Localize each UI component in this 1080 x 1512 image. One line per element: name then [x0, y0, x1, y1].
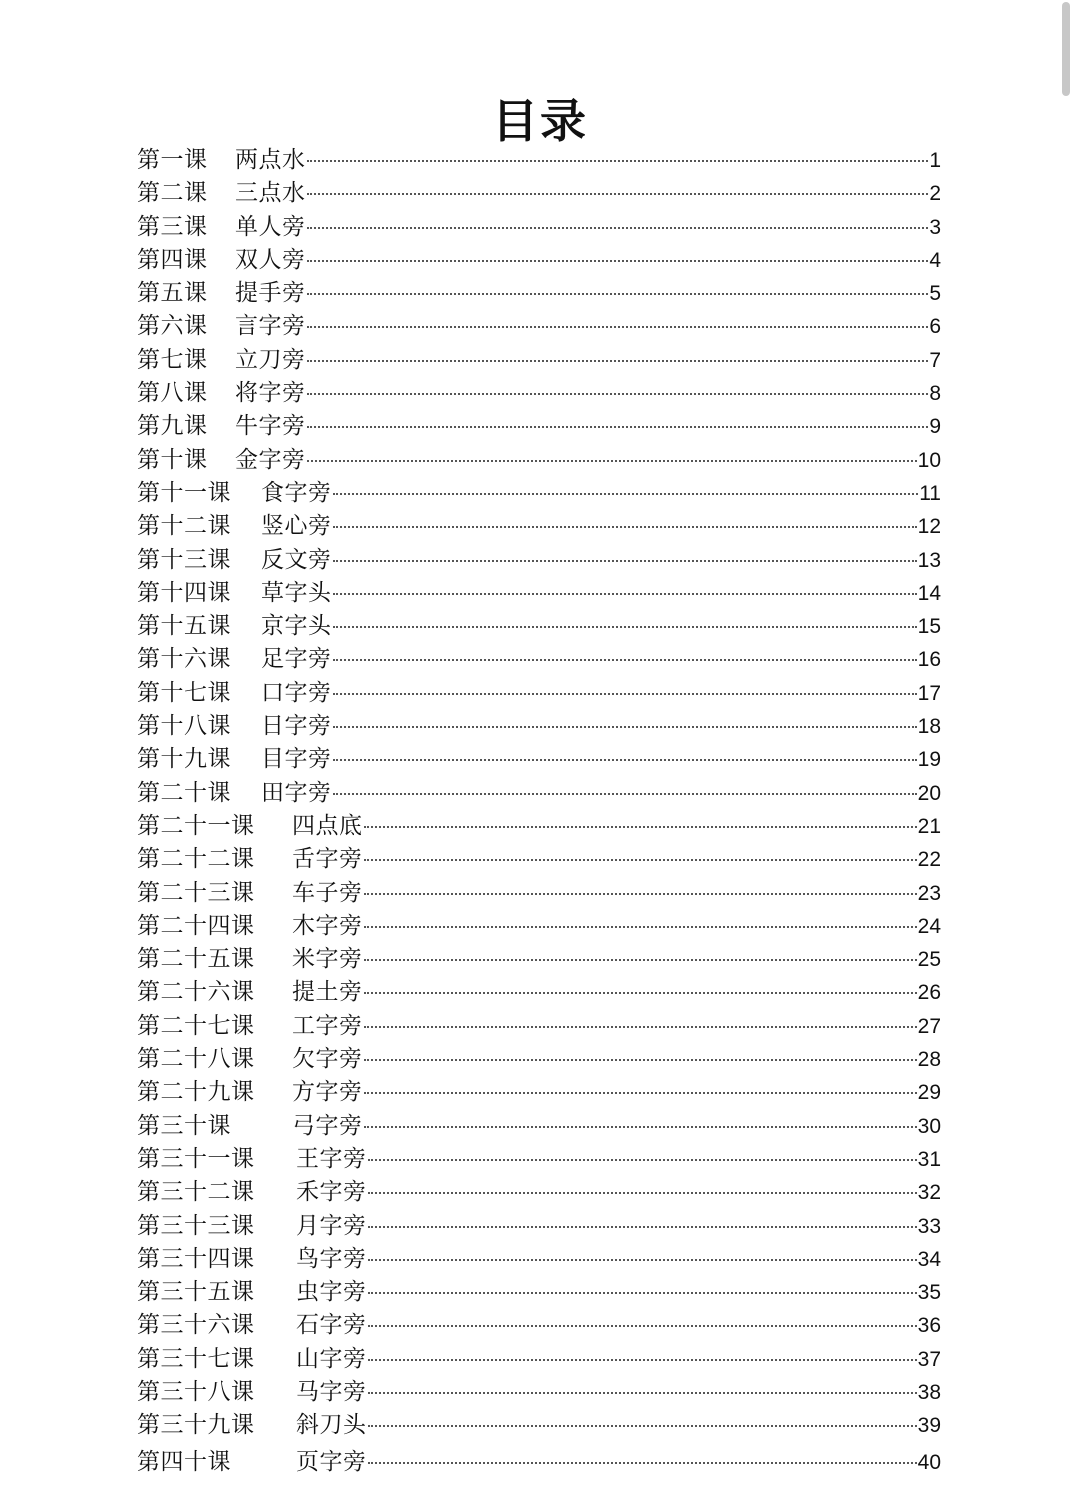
toc-entry[interactable]: [137, 211, 941, 244]
page-number: 35: [917, 1281, 941, 1305]
dot-leader: [364, 1057, 917, 1061]
toc-entry[interactable]: [137, 1343, 941, 1376]
toc-entry[interactable]: [137, 843, 941, 876]
page-number: 1: [929, 149, 941, 172]
toc-entry[interactable]: [137, 1176, 941, 1209]
dot-leader: [307, 458, 917, 462]
page-number: 37: [917, 1347, 941, 1371]
page-number: 19: [917, 748, 941, 772]
lesson-title: 目字旁: [261, 746, 332, 773]
lesson-number: 第十二课: [137, 513, 231, 540]
lesson-number: 第七课: [137, 346, 208, 373]
lesson-number: 第三十七课: [137, 1345, 255, 1372]
page-number: 6: [929, 315, 941, 339]
lesson-title: 京字头: [261, 613, 332, 640]
lesson-title: 王字旁: [296, 1145, 367, 1172]
lesson-number: 第三十一课: [137, 1145, 255, 1172]
dot-leader: [333, 757, 917, 761]
lesson-number: 第三课: [137, 213, 208, 240]
dot-leader: [333, 491, 919, 495]
lesson-number: 第二十六课: [137, 979, 255, 1006]
lesson-title: 言字旁: [235, 313, 306, 340]
toc-entry[interactable]: [137, 1110, 941, 1143]
toc-entry[interactable]: [137, 710, 941, 743]
lesson-title: 石字旁: [296, 1312, 367, 1339]
lesson-title: 日字旁: [261, 713, 332, 740]
page-number: 21: [917, 814, 941, 838]
dot-leader: [364, 1024, 917, 1028]
lesson-number: 第十五课: [137, 613, 231, 640]
dot-leader: [333, 558, 917, 562]
page-number: 22: [917, 848, 941, 872]
dot-leader: [333, 657, 917, 661]
lesson-number: 第二十五课: [137, 946, 255, 973]
toc-entry[interactable]: [137, 743, 941, 776]
lesson-number: 第三十三课: [137, 1212, 255, 1239]
dot-leader: [364, 957, 917, 961]
lesson-number: 第二十课: [137, 779, 231, 806]
lesson-number: 第四课: [137, 246, 208, 273]
lesson-title: 田字旁: [261, 779, 332, 806]
lesson-number: 第三十八课: [137, 1378, 255, 1405]
toc-entry[interactable]: [137, 510, 941, 543]
lesson-title: 四点底: [292, 812, 363, 839]
toc-entry[interactable]: [137, 410, 941, 443]
toc-entry[interactable]: [137, 1243, 941, 1276]
toc-entry[interactable]: [137, 1309, 941, 1342]
lesson-number: 第十八课: [137, 713, 231, 740]
dot-leader: [333, 624, 917, 628]
dot-leader: [333, 791, 917, 795]
page-number: 27: [917, 1014, 941, 1038]
dot-leader: [333, 591, 917, 595]
dot-leader: [307, 158, 929, 162]
lesson-title: 提手旁: [235, 280, 306, 307]
lesson-number: 第二课: [137, 180, 208, 207]
lesson-number: 第五课: [137, 280, 208, 307]
lesson-title: 牛字旁: [235, 413, 306, 440]
page-number: 33: [917, 1214, 941, 1238]
dot-leader: [368, 1323, 917, 1327]
lesson-title: 口字旁: [261, 679, 332, 706]
toc-entry[interactable]: [137, 544, 941, 577]
lesson-title: 方字旁: [292, 1079, 363, 1106]
scrollbar-thumb[interactable]: [1062, 2, 1070, 96]
lesson-number: 第十课: [137, 446, 208, 473]
lesson-title: 弓字旁: [292, 1112, 363, 1139]
page-number: 17: [917, 681, 941, 705]
page-number: 23: [917, 881, 941, 905]
dot-leader: [307, 391, 929, 395]
dot-leader: [333, 524, 917, 528]
page-number: 29: [917, 1081, 941, 1105]
dot-leader: [307, 258, 929, 262]
lesson-number: 第九课: [137, 413, 208, 440]
dot-leader: [307, 324, 929, 328]
lesson-title: 三点水: [235, 180, 306, 207]
lesson-number: 第三十九课: [137, 1412, 255, 1439]
page-number: 14: [917, 581, 941, 605]
page-title: 目录: [492, 93, 588, 148]
lesson-number: 第四十课: [137, 1448, 231, 1475]
toc-entry[interactable]: [137, 976, 941, 1009]
toc-entry[interactable]: [137, 244, 941, 277]
dot-leader: [307, 291, 929, 295]
lesson-number: 第十四课: [137, 579, 231, 606]
page-number: 30: [917, 1114, 941, 1138]
dot-leader: [368, 1157, 917, 1161]
lesson-title: 提土旁: [292, 979, 363, 1006]
page-number: 24: [917, 914, 941, 938]
lesson-number: 第三十课: [137, 1112, 231, 1139]
toc-entry[interactable]: [137, 344, 941, 377]
lesson-number: 第二十一课: [137, 812, 255, 839]
page-number: 18: [917, 715, 941, 739]
dot-leader: [307, 225, 929, 229]
table-of-contents: [137, 144, 941, 1479]
toc-entry[interactable]: [137, 277, 941, 310]
lesson-number: 第十六课: [137, 646, 231, 673]
page-number: 12: [917, 515, 941, 539]
page-number: 32: [917, 1181, 941, 1205]
dot-leader: [368, 1357, 917, 1361]
toc-entry[interactable]: [137, 310, 941, 343]
toc-entry[interactable]: [137, 477, 941, 510]
toc-entry[interactable]: [137, 1376, 941, 1409]
lesson-title: 单人旁: [235, 213, 306, 240]
lesson-title: 米字旁: [292, 946, 363, 973]
dot-leader: [364, 857, 917, 861]
toc-entry[interactable]: [137, 810, 941, 843]
lesson-number: 第十一课: [137, 479, 231, 506]
page-number: 7: [929, 348, 941, 372]
page-number: 25: [917, 948, 941, 972]
toc-entry[interactable]: [137, 643, 941, 676]
lesson-title: 双人旁: [235, 246, 306, 273]
lesson-number: 第二十三课: [137, 879, 255, 906]
lesson-title: 反文旁: [261, 546, 332, 573]
dot-leader: [307, 191, 929, 195]
toc-entry[interactable]: [137, 1076, 941, 1109]
lesson-number: 第二十二课: [137, 846, 255, 873]
page-number: 9: [929, 415, 941, 439]
lesson-title: 立刀旁: [235, 346, 306, 373]
toc-entry[interactable]: [137, 577, 941, 610]
toc-entry[interactable]: [137, 677, 941, 710]
dot-leader: [364, 824, 917, 828]
toc-entry[interactable]: [137, 877, 941, 910]
dot-leader: [364, 990, 917, 994]
toc-entry[interactable]: [137, 1446, 941, 1479]
page-number: 16: [917, 648, 941, 672]
toc-entry[interactable]: [137, 444, 941, 477]
lesson-number: 第十七课: [137, 679, 231, 706]
dot-leader: [307, 358, 929, 362]
dot-leader: [333, 724, 917, 728]
lesson-number: 第三十六课: [137, 1312, 255, 1339]
toc-entry[interactable]: [137, 1210, 941, 1243]
page-number: 11: [919, 481, 941, 505]
lesson-title: 山字旁: [296, 1345, 367, 1372]
dot-leader: [364, 1090, 917, 1094]
lesson-title: 竖心旁: [261, 513, 332, 540]
toc-entry[interactable]: [137, 1010, 941, 1043]
toc-entry[interactable]: [137, 144, 941, 177]
page-number: 38: [917, 1380, 941, 1404]
lesson-title: 工字旁: [292, 1012, 363, 1039]
dot-leader: [368, 1423, 917, 1427]
lesson-number: 第二十四课: [137, 912, 255, 939]
lesson-number: 第一课: [137, 147, 208, 173]
page-number: 34: [917, 1247, 941, 1271]
lesson-title: 木字旁: [292, 912, 363, 939]
dot-leader: [368, 1390, 917, 1394]
page-number: 10: [917, 448, 941, 472]
lesson-number: 第二十九课: [137, 1079, 255, 1106]
lesson-number: 第十三课: [137, 546, 231, 573]
page-number: 13: [917, 548, 941, 572]
page-number: 36: [917, 1314, 941, 1338]
lesson-title: 车子旁: [292, 879, 363, 906]
dot-leader: [364, 1124, 917, 1128]
page-number: 26: [917, 981, 941, 1005]
dot-leader: [364, 924, 917, 928]
dot-leader: [368, 1460, 917, 1464]
lesson-title: 足字旁: [261, 646, 332, 673]
lesson-number: 第八课: [137, 380, 208, 407]
lesson-number: 第二十八课: [137, 1046, 255, 1073]
lesson-title: 禾字旁: [296, 1179, 367, 1206]
dot-leader: [368, 1290, 917, 1294]
page-number: 31: [917, 1147, 941, 1171]
page-number: 3: [929, 215, 941, 239]
lesson-title: 虫字旁: [296, 1279, 367, 1306]
dot-leader: [307, 424, 929, 428]
toc-entry[interactable]: [137, 943, 941, 976]
lesson-title: 斜刀头: [296, 1412, 367, 1439]
page-number: 39: [917, 1414, 941, 1438]
toc-entry[interactable]: [137, 1276, 941, 1309]
toc-entry[interactable]: [137, 1143, 941, 1176]
page-number: 40: [917, 1450, 941, 1474]
page-number: 5: [929, 282, 941, 306]
lesson-number: 第三十二课: [137, 1179, 255, 1206]
lesson-title: 页字旁: [296, 1448, 367, 1475]
dot-leader: [364, 891, 917, 895]
lesson-number: 第二十七课: [137, 1012, 255, 1039]
lesson-title: 金字旁: [235, 446, 306, 473]
page-number: 2: [929, 182, 941, 206]
dot-leader: [368, 1257, 917, 1261]
page-number: 15: [917, 615, 941, 639]
lesson-title: 马字旁: [296, 1378, 367, 1405]
toc-entry[interactable]: [137, 1409, 941, 1442]
page-number: 4: [929, 248, 941, 272]
page-number: 8: [929, 382, 941, 406]
lesson-title: 两点水: [235, 147, 306, 173]
toc-entry[interactable]: [137, 377, 941, 410]
dot-leader: [368, 1224, 917, 1228]
toc-entry[interactable]: [137, 910, 941, 943]
lesson-number: 第三十四课: [137, 1245, 255, 1272]
lesson-title: 食字旁: [261, 479, 332, 506]
lesson-title: 月字旁: [296, 1212, 367, 1239]
page-number: 28: [917, 1048, 941, 1072]
toc-entry[interactable]: [137, 1043, 941, 1076]
dot-leader: [333, 691, 917, 695]
toc-entry[interactable]: [137, 610, 941, 643]
lesson-title: 草字头: [261, 579, 332, 606]
lesson-number: 第六课: [137, 313, 208, 340]
lesson-number: 第三十五课: [137, 1279, 255, 1306]
dot-leader: [368, 1190, 917, 1194]
lesson-title: 欠字旁: [292, 1046, 363, 1073]
toc-entry[interactable]: [137, 177, 941, 210]
lesson-number: 第十九课: [137, 746, 231, 773]
lesson-title: 将字旁: [235, 380, 306, 407]
page-number: 20: [917, 781, 941, 805]
lesson-title: 舌字旁: [292, 846, 363, 873]
lesson-title: 鸟字旁: [296, 1245, 367, 1272]
toc-entry[interactable]: [137, 777, 941, 810]
